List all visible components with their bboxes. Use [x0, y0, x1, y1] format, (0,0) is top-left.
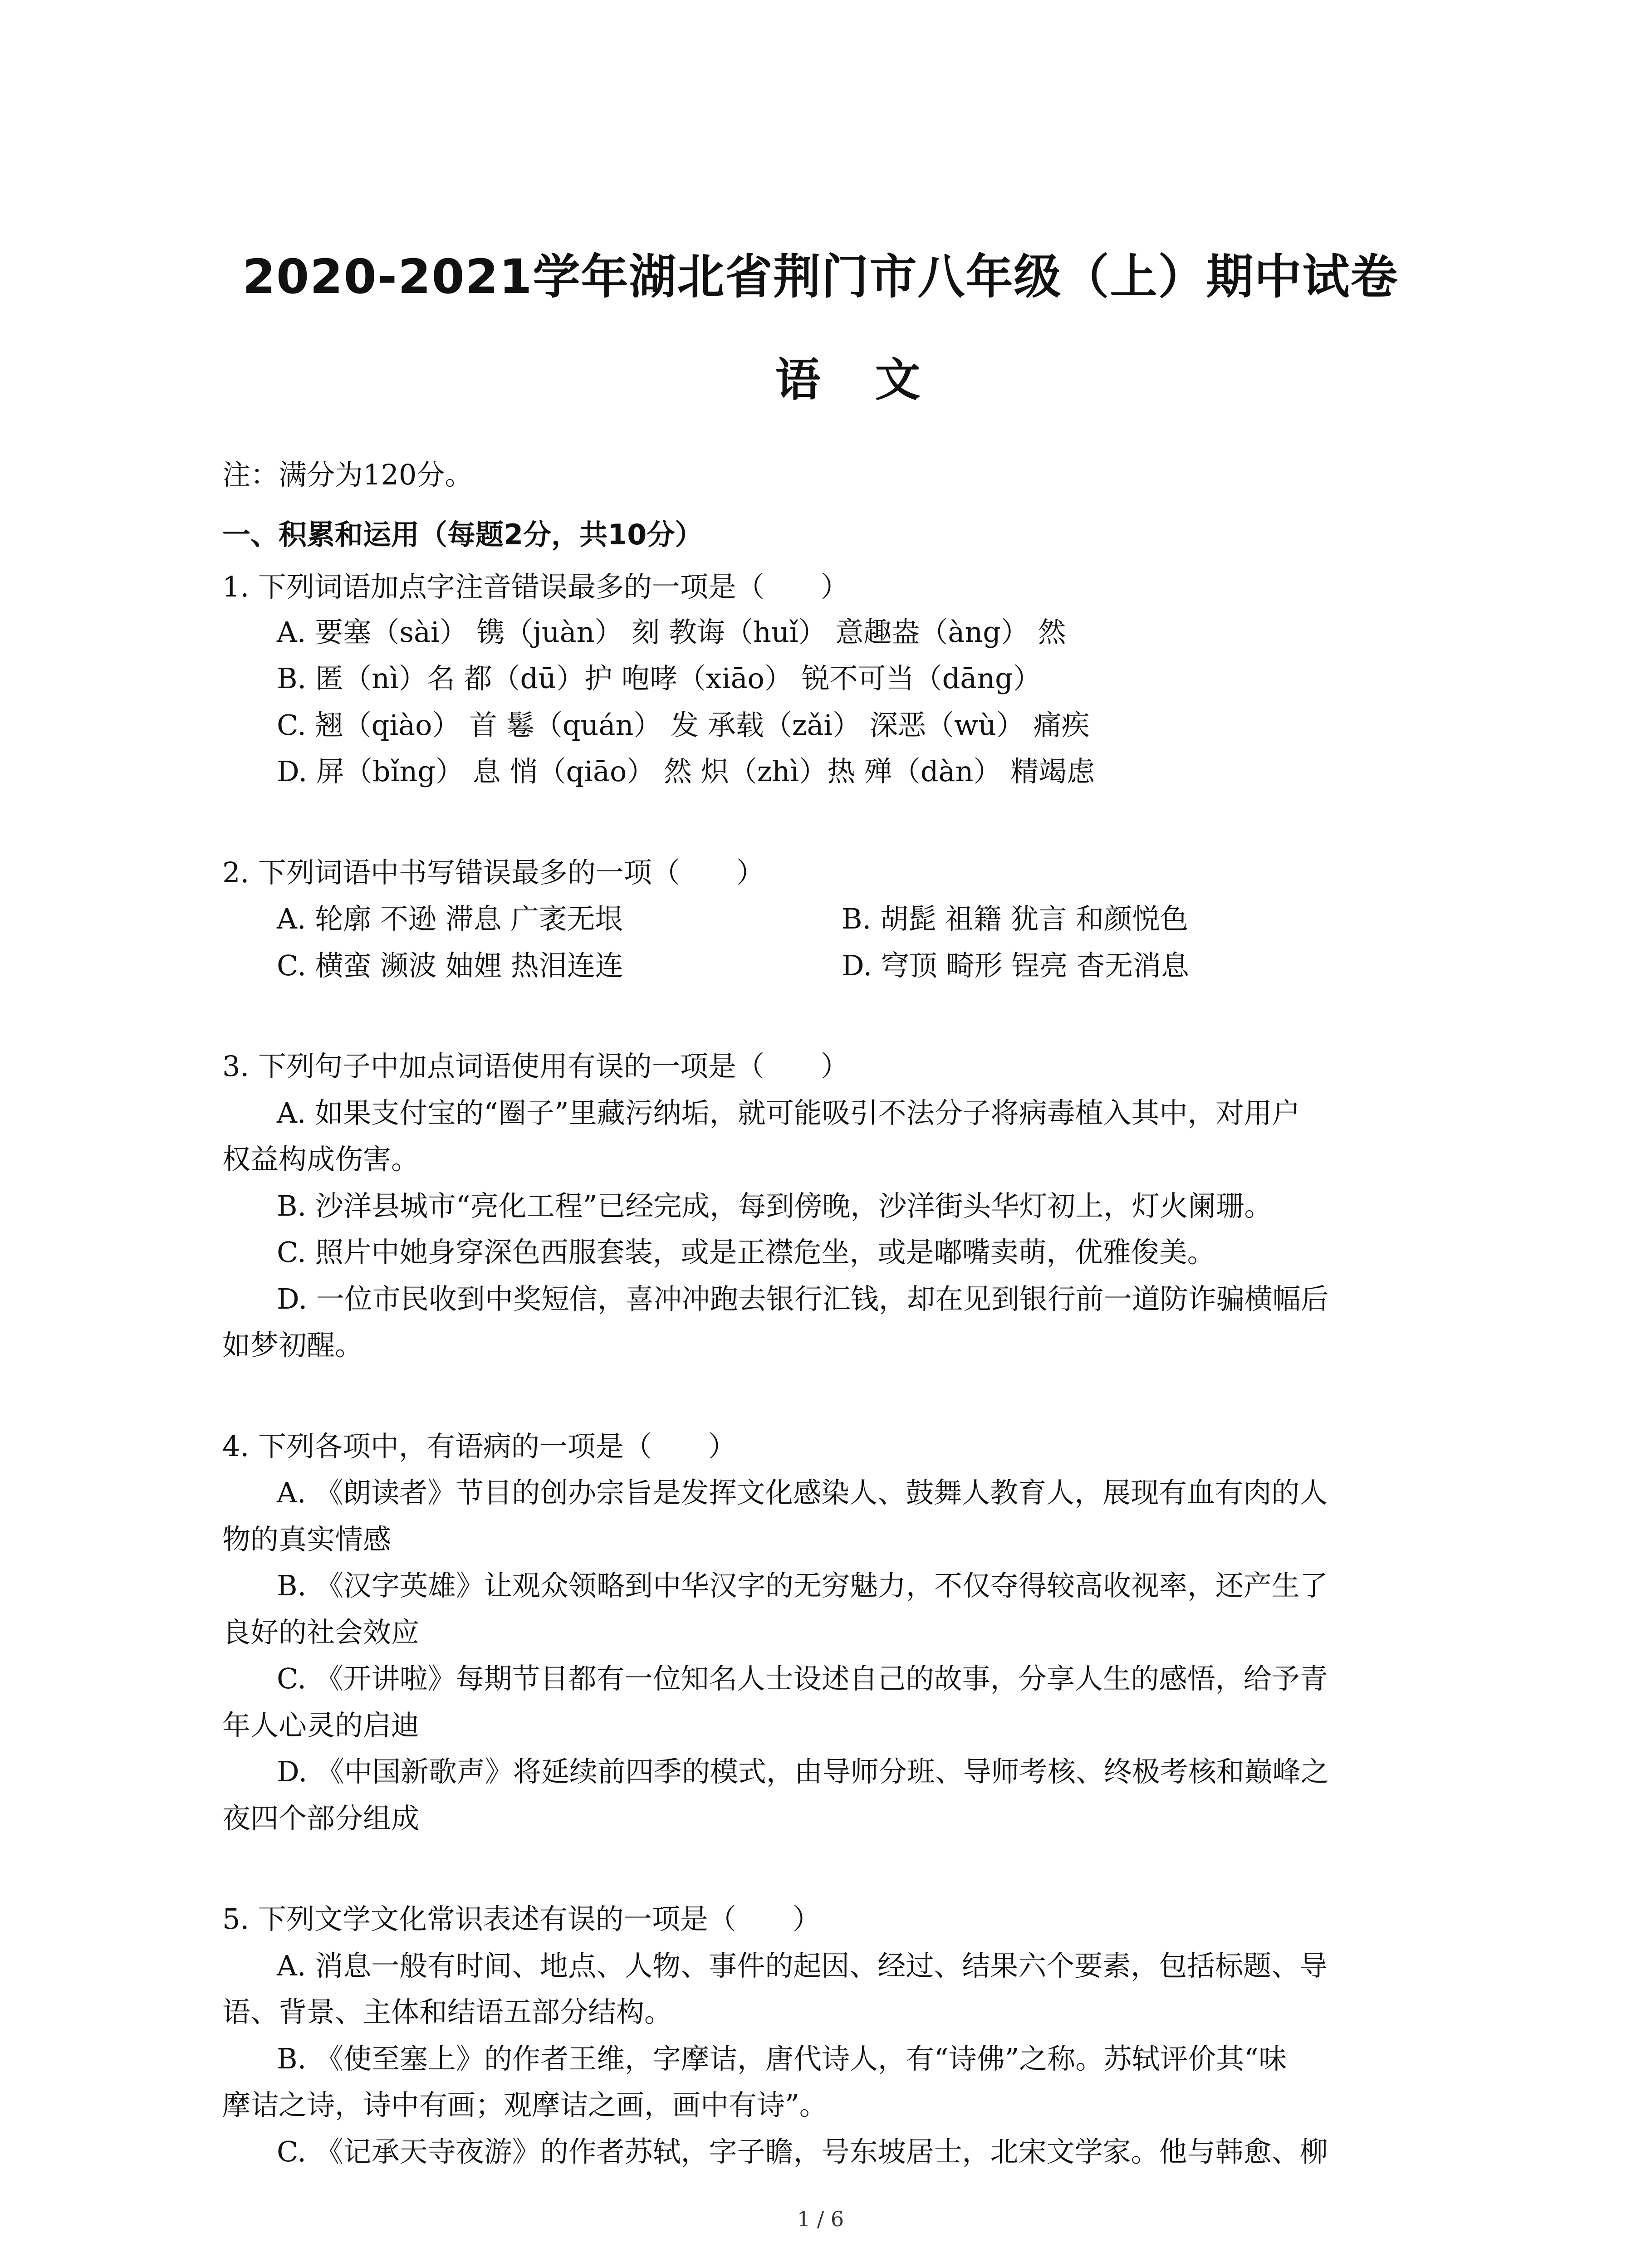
question-3-option-d-line1: D. 一位市民收到中奖短信，喜冲冲跑去银行汇钱，却在见到银行前一道防诈骗横幅后: [277, 1282, 1329, 1315]
question-3-stem: 3. 下列句子中加点词语使用有误的一项是（ ）: [222, 1050, 849, 1083]
question-2-option-b: B. 胡髭 祖籍 犹言 和颜悦色: [842, 902, 1189, 935]
question-4-stem: 4. 下列各项中，有语病的一项是（ ）: [222, 1430, 736, 1463]
section-heading: 一、积累和运用（每题2分，共10分）: [222, 518, 703, 551]
question-5-option-b-line2: 摩诘之诗，诗中有画；观摩诘之画，画中有诗”。: [222, 2088, 828, 2121]
question-2-option-c: C. 横蛮 濒波 妯娌 热泪连连: [277, 949, 623, 982]
question-1-option-d: D. 屏（bǐng） 息 悄（qiāo） 然 炽（zhì）热 殚（dàn） 精竭虑: [277, 755, 1095, 788]
question-4-option-c-line2: 年人心灵的启迪: [222, 1709, 420, 1742]
score-note: 注：满分为120分。: [222, 458, 473, 491]
question-1-stem: 1. 下列词语加点字注音错误最多的一项是（ ）: [222, 570, 849, 603]
question-3-option-c: C. 照片中她身穿深色西服套装，或是正襟危坐，或是嘟嘴卖萌，优雅俊美。: [277, 1236, 1215, 1269]
question-4-option-b-line1: B. 《汉字英雄》让观众领略到中华汉字的无穷魅力，不仅夺得较高收视率，还产生了: [277, 1569, 1328, 1602]
question-5-stem: 5. 下列文学文化常识表述有误的一项是（ ）: [222, 1902, 821, 1936]
question-2-option-d: D. 穹顶 畸形 锃亮 杳无消息: [842, 949, 1190, 982]
question-4-option-c-line1: C. 《开讲啦》每期节目都有一位知名人士设述自己的故事，分享人生的感悟，给予青: [277, 1662, 1328, 1695]
question-5-option-a-line1: A. 消息一般有时间、地点、人物、事件的起因、经过、结果六个要素，包括标题、导: [277, 1949, 1328, 1982]
page-number: 1 / 6: [797, 2207, 844, 2231]
question-4-option-a-line1: A. 《朗读者》节目的创办宗旨是发挥文化感染人、鼓舞人教育人，展现有血有肉的人: [277, 1476, 1328, 1509]
question-5-option-c-line1: C. 《记承天寺夜游》的作者苏轼，字子瞻，号东坡居士，北宋文学家。他与韩愈、柳: [277, 2135, 1328, 2168]
question-3-option-b: B. 沙洋县城市“亮化工程”已经完成，每到傍晚，沙洋街头华灯初上，灯火阑珊。: [277, 1189, 1273, 1222]
question-4-option-b-line2: 良好的社会效应: [222, 1616, 420, 1649]
question-1-option-b: B. 匿（nì）名 都（dū）护 咆哮（xiāo） 锐不可当（dāng）: [277, 662, 1041, 695]
exam-title: 2020-2021学年湖北省荆门市八年级（上）期中试卷: [242, 249, 1399, 304]
question-5-option-b-line1: B. 《使至塞上》的作者王维，字摩诘，唐代诗人，有“诗佛”之称。苏轼评价其“味: [277, 2042, 1287, 2075]
question-1-option-a: A. 要塞（sài） 镌（juàn） 刻 教诲（huǐ） 意趣盎（àng） 然: [277, 616, 1066, 649]
question-1-option-c: C. 翘（qiào） 首 鬈（quán） 发 承载（zǎi） 深恶（wù） 痛疾: [277, 709, 1090, 742]
question-5-option-a-line2: 语、背景、主体和结语五部分结构。: [222, 1995, 673, 2028]
question-4-option-d-line1: D. 《中国新歌声》将延续前四季的模式，由导师分班、导师考核、终极考核和巅峰之: [277, 1755, 1329, 1788]
question-3-option-a-line2: 权益构成伤害。: [222, 1143, 420, 1176]
question-4-option-a-line2: 物的真实情感: [222, 1523, 392, 1556]
question-2-option-a: A. 轮廓 不逊 滞息 广袤无垠: [277, 902, 623, 935]
question-3-option-d-line2: 如梦初醒。: [222, 1329, 363, 1362]
question-3-option-a-line1: A. 如果支付宝的“圈子”里藏污纳垢，就可能吸引不法分子将病毒植入其中，对用户: [277, 1096, 1300, 1129]
subject-title: 语文: [775, 353, 975, 406]
question-2-stem: 2. 下列词语中书写错误最多的一项（ ）: [222, 856, 764, 889]
question-4-option-d-line2: 夜四个部分组成: [222, 1802, 420, 1835]
